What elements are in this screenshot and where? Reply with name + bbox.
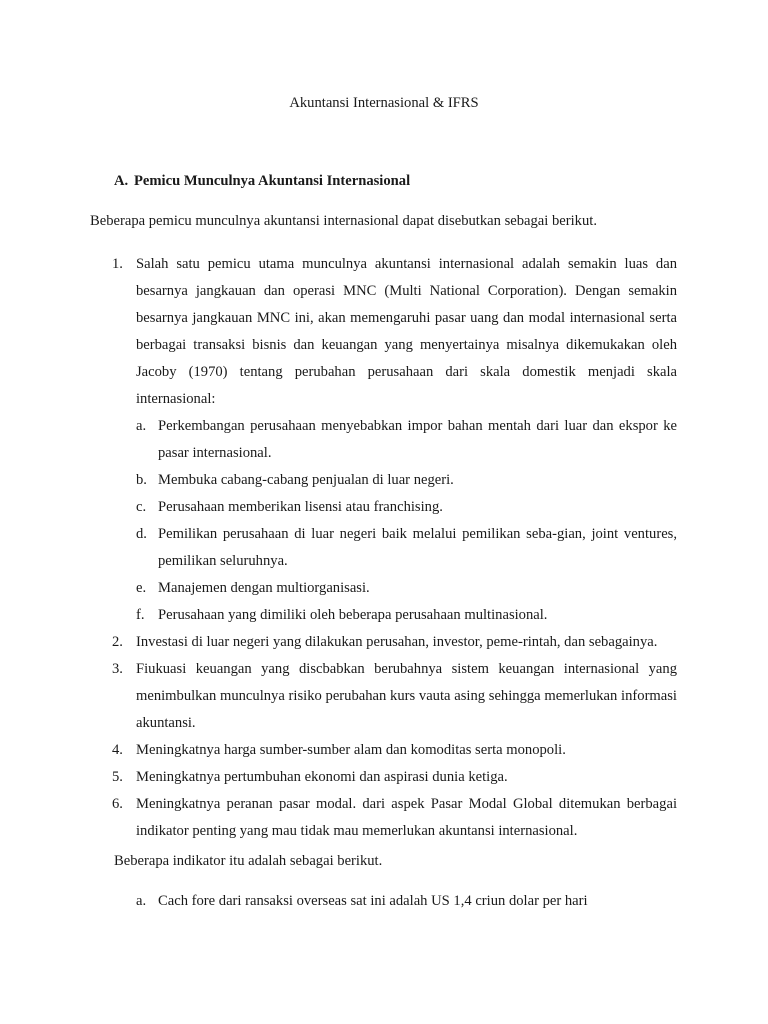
sub-item-letter: b.: [136, 472, 147, 488]
list-item-5: [0, 764, 768, 791]
item-text: Meningkatnya peranan pasar modal. dari aspek Pasar Modal Global ditemukan berbagai indikator penting yang mau tidak mau memerlukan akuntansi internasional.: [136, 796, 677, 839]
list-item-2: [0, 629, 768, 656]
sub-item-letter: d.: [136, 526, 147, 542]
item-text: Fiukuasi keuangan yang discbabkan berubahnya sistem keuangan internasional yang menimbulkan munculnya risiko perubahan kurs vauta asing sehingga memerlukan informasi akuntansi.: [136, 661, 677, 731]
sub-item-b: [136, 467, 677, 494]
sub-item-d: [136, 521, 677, 575]
section-heading-text: Pemicu Munculnya Akuntansi Internasional: [134, 173, 411, 189]
list-item-6: [0, 791, 768, 845]
sub-item-text: Pemilikan perusahaan di luar negeri baik melalui pemilikan seba-gian, joint ventures, pemilikan seluruhnya.: [158, 526, 677, 569]
list-item-4: [0, 737, 768, 764]
item-text: Salah satu pemicu utama munculnya akuntansi internasional adalah semakin luas dan besarnya jangkauan dan operasi MNC (Multi National Corporation). Dengan semakin besarnya jangkauan MNC ini, akan memengaruhi pasar uang dan modal internasional serta berbagai transaksi bisnis dan keuangan yang menyertainya misalnya dikemukakan oleh Jacoby (1970) tentang perubahan perusahaan dari skala domestik menjadi skala internasional:: [136, 256, 677, 407]
section-heading: [114, 172, 410, 190]
sub-item-letter: c.: [136, 499, 147, 515]
item-number: 1.: [112, 256, 123, 272]
sub-item-c: [136, 494, 677, 521]
indicator-text: Cach fore dari ransaksi overseas sat ini adalah US 1,4 criun dolar per hari: [158, 893, 588, 909]
item-text: Investasi di luar negeri yang dilakukan perusahan, investor, peme-rintah, dan sebagainya.: [136, 634, 658, 650]
sub-item-text: Perusahaan yang dimiliki oleh beberapa perusahaan multinasional.: [158, 607, 548, 623]
item-number: 4.: [112, 742, 123, 758]
section-marker: A.: [114, 173, 129, 189]
sub-item-text: Manajemen dengan multiorganisasi.: [158, 580, 370, 596]
sub-item-a: [136, 413, 677, 467]
sub-item-e: [136, 575, 677, 602]
sub-item-f: [136, 602, 677, 629]
sub-item-text: Perkembangan perusahaan menyebabkan impor bahan mentah dari luar dan ekspor ke pasar internasional.: [158, 418, 677, 461]
item-number: 3.: [112, 661, 123, 677]
item-text: Meningkatnya pertumbuhan ekonomi dan aspirasi dunia ketiga.: [136, 769, 508, 785]
item-number: 6.: [112, 796, 123, 812]
numbered-list: [0, 251, 768, 845]
list-item-3: [0, 656, 768, 737]
item-text: Meningkatnya harga sumber-sumber alam dan komoditas serta monopoli.: [136, 742, 566, 758]
sub-item-text: Perusahaan memberikan lisensi atau franchising.: [158, 499, 443, 515]
indicator-item-a: [136, 892, 696, 910]
list-item-1: [0, 251, 768, 629]
item-number: 2.: [112, 634, 123, 650]
outro-paragraph: Beberapa indikator itu adalah sebagai berikut.: [114, 853, 383, 869]
intro-paragraph: Beberapa pemicu munculnya akuntansi internasional dapat disebutkan sebagai berikut.: [90, 213, 597, 229]
item-number: 5.: [112, 769, 123, 785]
sub-item-letter: e.: [136, 580, 147, 596]
sub-item-letter: a.: [136, 418, 147, 434]
document-title: Akuntansi Internasional & IFRS: [289, 95, 479, 111]
indicator-letter: a.: [136, 893, 147, 909]
sub-item-letter: f.: [136, 607, 145, 623]
sub-item-text: Membuka cabang-cabang penjualan di luar negeri.: [158, 472, 454, 488]
sub-list: [136, 413, 677, 629]
